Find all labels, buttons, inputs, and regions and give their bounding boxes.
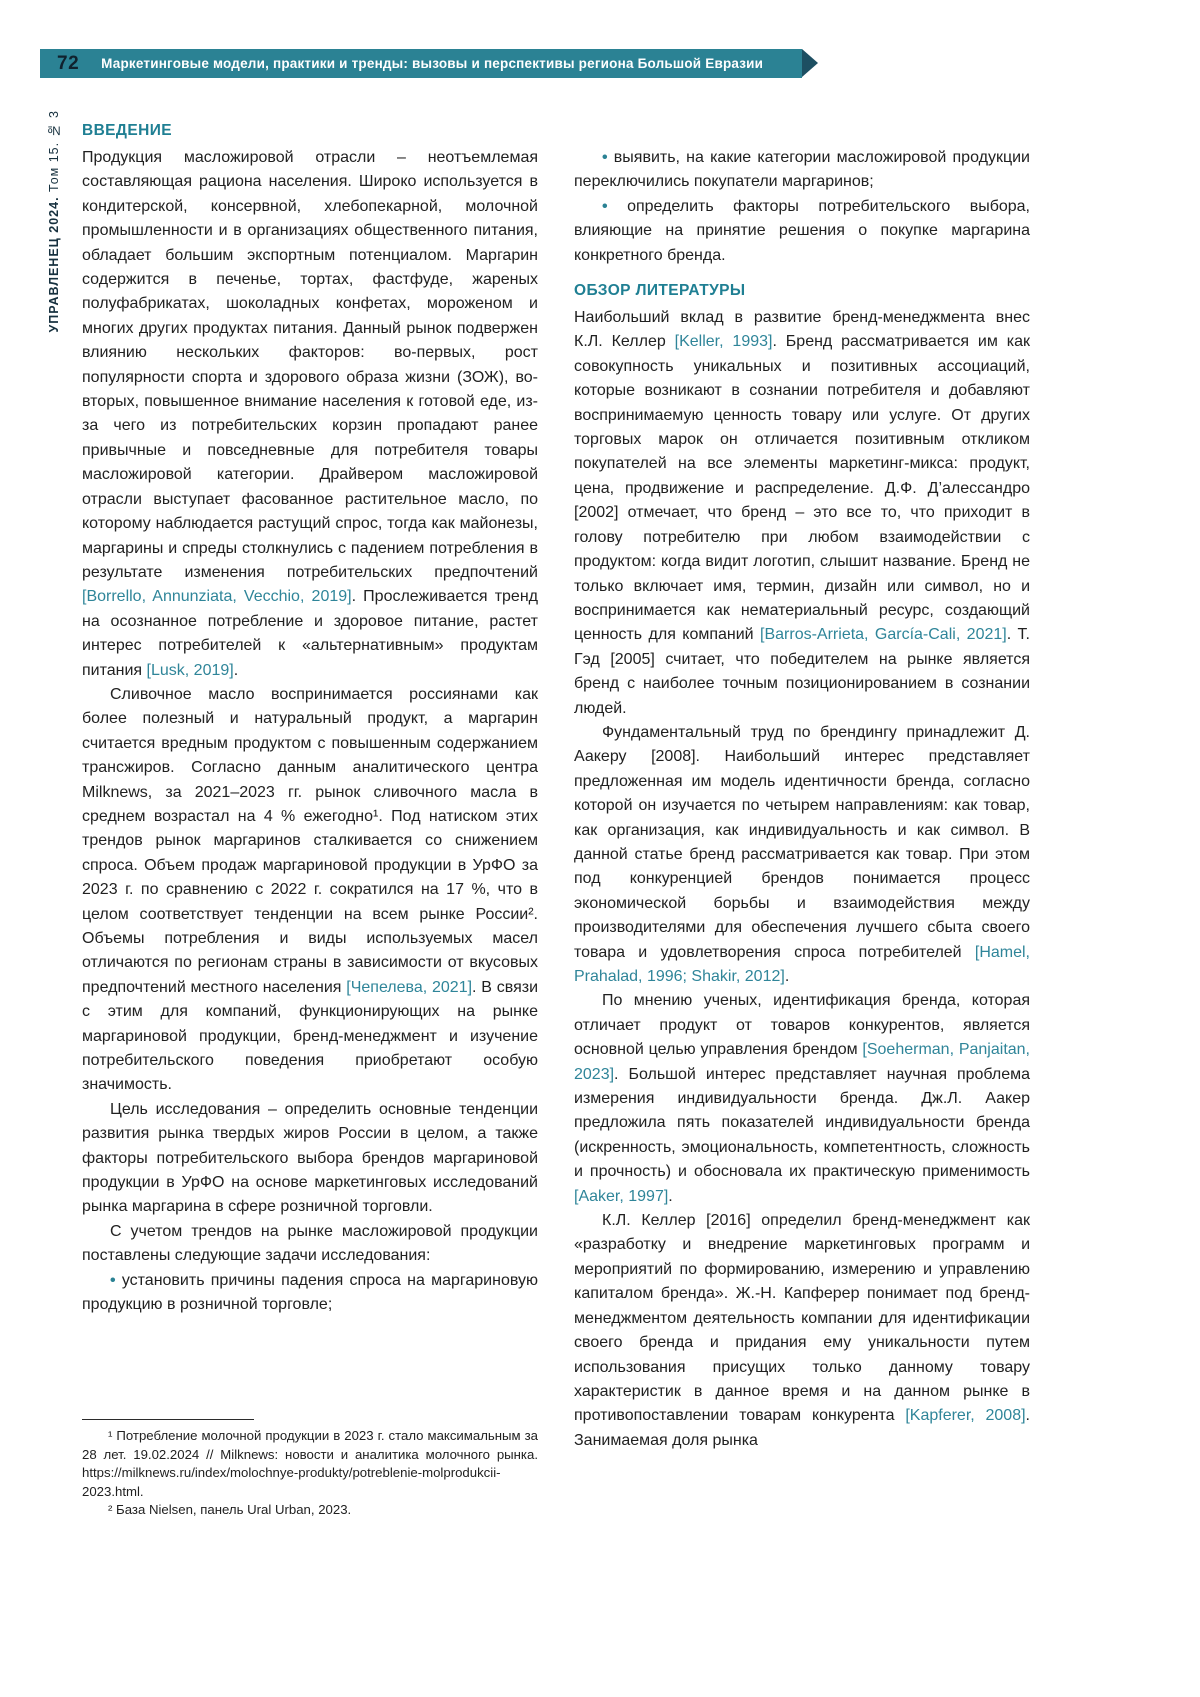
text-run: . bbox=[233, 661, 239, 679]
page-number: 72 bbox=[57, 52, 80, 74]
text-run: установить причины падения спроса на маргариновую продукцию в розничной торговле; bbox=[82, 1271, 538, 1314]
text-run: . Т. Гэд [2005] считает, что победителем на рынке является бренд с наиболее точным позиционированием в сознании людей. bbox=[574, 626, 1030, 717]
paragraph bbox=[574, 306, 1030, 721]
text-run: Цель исследования – определить основные тенденции развития рынка твердых жиров России в целом, а также факторы потребительского выбора брендов маргариновой продукции в УрФО на основе маркетинговых исследований рынка маргарина в сфере розничной торговли. bbox=[82, 1100, 538, 1216]
text-run: Наибольший вклад в развитие бренд-менеджмента внес К.Л. Келлер bbox=[574, 309, 1030, 351]
citation: [Hamel, Prahalad, 1996; Shakir, 2012] bbox=[574, 943, 1030, 985]
bullet-icon: • bbox=[602, 149, 614, 166]
text-run: ² База Nielsen, панель Ural Urban, 2023. bbox=[108, 1502, 352, 1518]
footnote bbox=[82, 1427, 538, 1501]
citation: [Keller, 1993] bbox=[674, 333, 773, 351]
citation: [Aaker, 1997] bbox=[574, 1187, 669, 1205]
paragraph bbox=[82, 146, 538, 683]
journal-issue-label bbox=[47, 110, 61, 333]
section-heading: ОБЗОР ЛИТЕРАТУРЫ bbox=[574, 282, 746, 300]
text-run: выявить, на какие категории масложировой продукции переключились покупатели маргаринов; bbox=[574, 149, 1030, 191]
text-run: . bbox=[784, 968, 790, 985]
citation: [Lusk, 2019] bbox=[146, 661, 234, 679]
section-heading: ВВЕДЕНИЕ bbox=[82, 122, 172, 139]
paragraph bbox=[82, 683, 538, 1098]
left-column bbox=[82, 120, 538, 1520]
bullet-item bbox=[574, 195, 1030, 268]
footnote-list bbox=[82, 1427, 538, 1520]
bullet-icon: • bbox=[110, 1271, 122, 1289]
bullet-icon: • bbox=[602, 197, 628, 215]
footnote-rule bbox=[82, 1419, 254, 1420]
text-run: К.Л. Келлер [2016] определил бренд-менеджмент как «разработку и внедрение маркетинговых программ и мероприятий по формированию, измерению и управлению капиталом бренда». Ж.-Н. Капферер понимает под бренд-менеджментом деятельность компании для идентификации своего бренда и придания ему уникальности путем использования присущих только данному товару характеристик в данное время и на данном рынке в противопоставлении товарам конкурента bbox=[574, 1212, 1030, 1425]
paragraph bbox=[82, 1220, 538, 1269]
running-title: Маркетинговые модели, практики и тренды: вызовы и перспективы региона Большой Евразии bbox=[101, 56, 764, 71]
journal-name: УПРАВЛЕНЕЦ 2024. bbox=[47, 196, 61, 333]
left-column-text bbox=[82, 120, 538, 1318]
text-run: . Прослеживается тренд на осознанное потребление и здоровое питание, растет интерес потребителей к «альтернативным» продуктам питания bbox=[82, 588, 538, 679]
running-header bbox=[40, 49, 802, 78]
citation: [Borrello, Annunziata, Vecchio, 2019] bbox=[82, 588, 352, 606]
paragraph bbox=[574, 721, 1030, 989]
citation: [Barros-Arrieta, García-Cali, 2021] bbox=[760, 626, 1007, 644]
footnote bbox=[82, 1501, 538, 1520]
text-run: По мнению ученых, идентификация бренда, которая отличает продукт от товаров конкурентов, является основной целью управления брендом bbox=[574, 992, 1030, 1059]
footnotes bbox=[82, 1411, 538, 1520]
citation: [Soeherman, Panjaitan, 2023] bbox=[574, 1041, 1030, 1083]
text-run: С учетом трендов на рынке масложировой продукции поставлены следующие задачи исследования: bbox=[82, 1222, 538, 1265]
issue-number: Том 15. № 3 bbox=[47, 110, 61, 192]
text-run: . В связи с этим для компаний, функционирующих на рынке маргариновой продукции, бренд-менеджмент и изучение потребительского поведения приобретают особую значимость. bbox=[82, 978, 539, 1094]
paragraph bbox=[574, 989, 1030, 1209]
paragraph bbox=[574, 1209, 1030, 1453]
text-run: Сливочное масло воспринимается россиянами как более полезный и натуральный продукт, а маргарин считается вредным продуктом с повышенным содержанием трансжиров. Согласно данным аналитического центра Milknews, за 2021–2023 гг. рынок сливочного масла в среднем возрастал на 4 % ежегодно¹. Под натиском этих трендов рынок маргаринов сталкивается со снижением спроса. Объем продаж маргариновой продукции в УрФО за 2023 г. по сравнению с 2022 г. сократился на 17 %, что в целом соответствует тенденции на всем рынке России². Объемы потребления и виды используемых масел отличаются по регионам страны в зависимости от вкусовых предпочтений местного населения bbox=[82, 685, 538, 996]
right-column bbox=[574, 120, 1030, 1520]
text-run: ¹ Потребление молочной продукции в 2023 г. стало максимальным за 28 лет. 19.02.2024 // Milknews: новости и аналитика молочного рынка. https://milknews.ru/index/molochnye-produkty/potreblenie-molprodukcii-2023.html. bbox=[82, 1428, 538, 1499]
text-run: Продукция масложировой отрасли – неотъемлемая составляющая рациона населения. Широко используется в кондитерской, консервной, хлебопекарной, молочной промышленности и в организациях общественного питания, обладает большим экспортным потенциалом. Маргарин содержится в печенье, тортах, фастфуде, жареных полуфабрикатах, шоколадных конфетах, мороженом и многих других продуктах питания. Данный рынок подвержен влиянию нескольких факторов: во-первых, рост популярности спорта и здорового образа жизни (ЗОЖ), во-вторых, повышенное внимание населения к готовой еде, из-за чего из потребительских корзин пропадают ранее привычные и повседневные для потребителя товары масложировой категории. Драйвером масложировой отрасли выступает фасованное растительное масло, по которому наблюдается растущий спрос, тогда как майонезы, маргарины и спреды столкнулись с падением потребления в результате изменения потребительских предпочтений bbox=[82, 149, 538, 581]
paragraph bbox=[82, 1098, 538, 1220]
bullet-item bbox=[82, 1269, 538, 1318]
text-run: . Занимаемая доля рынка bbox=[574, 1407, 1030, 1449]
text-run: . bbox=[668, 1187, 673, 1205]
bullet-item bbox=[574, 146, 1030, 195]
citation: [Чепелева, 2021] bbox=[346, 978, 473, 996]
citation: [Kapferer, 2008] bbox=[905, 1407, 1026, 1425]
text-run: определить факторы потребительского выбора, влияющие на принятие решения о покупке маргарина конкретного бренда. bbox=[574, 197, 1030, 264]
article-body bbox=[82, 120, 1030, 1520]
text-run: . Большой интерес представляет научная проблема измерения индивидуальности бренда. Дж.Л. Аакер предложила пять показателей индивидуальности бренда (искренность, эмоциональность, компетентность, сложность и прочность) и обосновала их практическую применимость bbox=[574, 1065, 1030, 1181]
text-run: . Бренд рассматривается им как совокупность уникальных и позитивных ассоциаций, которые возникают в сознании потребителя и добавляют воспринимаемую ценность товару или услуге. От других торговых марок он отличается позитивным откликом покупателей на все элементы маркетинг-микса: продукт, цена, продвижение и распределение. Д.Ф. Д’алессандро [2002] отмечает, что бренд – это все то, что приходит в голову потребителю при любом взаимодействии с продуктом: когда видит логотип, слышит название. Бренд не только включает имя, термин, дизайн или символ, но и воспринимается как нематериальный ресурс, создающий ценность для компаний bbox=[574, 333, 1030, 644]
header-arrow-icon bbox=[802, 49, 818, 77]
text-run: Фундаментальный труд по брендингу принадлежит Д. Аакеру [2008]. Наибольший интерес представляет предложенная им модель идентичности бренда, согласно которой он изучается по четырем направлениям: как товар, как организация, как индивидуальность и как символ. В данной статье бренд рассматривается как товар. При этом под конкуренцией брендов понимается процесс экономической борьбы и взаимодействия между производителями для обеспечения лучшего сбыта своего товара и удовлетворения спроса потребителей bbox=[574, 723, 1030, 961]
